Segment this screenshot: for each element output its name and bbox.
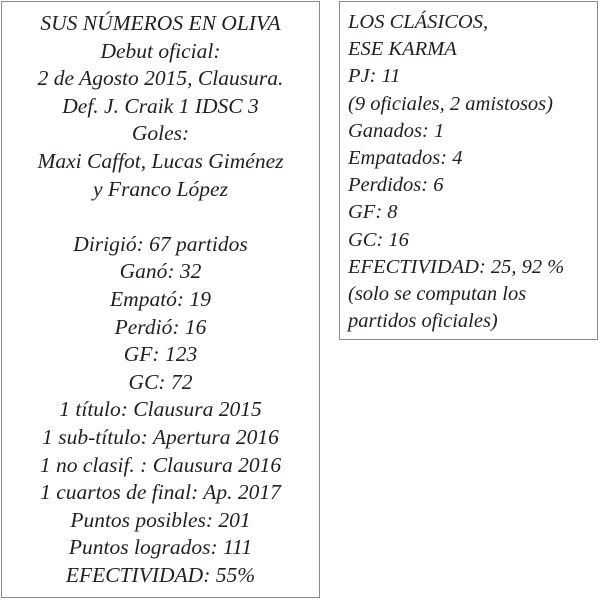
debut-date: 2 de Agosto 2015, Clausura. bbox=[37, 66, 284, 91]
clasicos-goals-against: GC: 16 bbox=[348, 228, 409, 251]
stat-won: Ganó: 32 bbox=[119, 259, 202, 284]
stat-quarter-finals: 1 cuartos de final: Ap. 2017 bbox=[40, 480, 281, 505]
oliva-stats-title: SUS NÚMEROS EN OLIVA bbox=[40, 11, 281, 35]
stat-not-classified: 1 no clasif. : Clausura 2016 bbox=[39, 452, 282, 477]
goals-scorers-line-2: y Franco López bbox=[93, 176, 228, 201]
clasicos-drawn: Empatados: 4 bbox=[348, 147, 463, 170]
clasicos-matches-played: PJ: 11 bbox=[348, 65, 401, 88]
clasicos-stats-box bbox=[339, 1, 598, 340]
clasicos-won: Ganados: 1 bbox=[348, 119, 445, 142]
clasicos-matches-breakdown: (9 oficiales, 2 amistosos) bbox=[348, 92, 553, 115]
clasicos-title-line-2: ESE KARMA bbox=[348, 38, 457, 61]
stat-drawn: Empató: 19 bbox=[110, 286, 211, 311]
goals-label: Goles: bbox=[131, 121, 190, 146]
stat-lost: Perdió: 16 bbox=[114, 314, 207, 339]
stat-goals-for: GF: 123 bbox=[123, 342, 198, 367]
stat-possible-points: Puntos posibles: 201 bbox=[70, 507, 251, 532]
clasicos-lost: Perdidos: 6 bbox=[348, 174, 444, 197]
clasicos-title-line-1: LOS CLÁSICOS, bbox=[348, 11, 489, 33]
goals-scorers-line-1: Maxi Caffot, Lucas Giménez bbox=[37, 148, 284, 173]
debut-result: Def. J. Craik 1 IDSC 3 bbox=[62, 93, 259, 118]
stat-sub-title: 1 sub-título: Apertura 2016 bbox=[42, 424, 279, 449]
clasicos-effectiveness: EFECTIVIDAD: 25, 92 % bbox=[348, 255, 565, 278]
stat-title: 1 título: Clausura 2015 bbox=[59, 397, 262, 422]
stat-effectiveness: EFECTIVIDAD: 55% bbox=[65, 562, 256, 587]
clasicos-note-line-2: partidos oficiales) bbox=[348, 310, 498, 333]
stat-matches-directed: Dirigió: 67 partidos bbox=[73, 231, 248, 256]
stat-points-earned: Puntos logrados: 111 bbox=[68, 535, 253, 560]
clasicos-goals-for: GF: 8 bbox=[348, 201, 398, 224]
spacer bbox=[2, 203, 319, 231]
stat-goals-against: GC: 72 bbox=[128, 369, 193, 394]
debut-label: Debut oficial: bbox=[100, 38, 221, 63]
oliva-stats-box bbox=[1, 1, 320, 598]
clasicos-note-line-1: (solo se computan los bbox=[348, 283, 527, 306]
